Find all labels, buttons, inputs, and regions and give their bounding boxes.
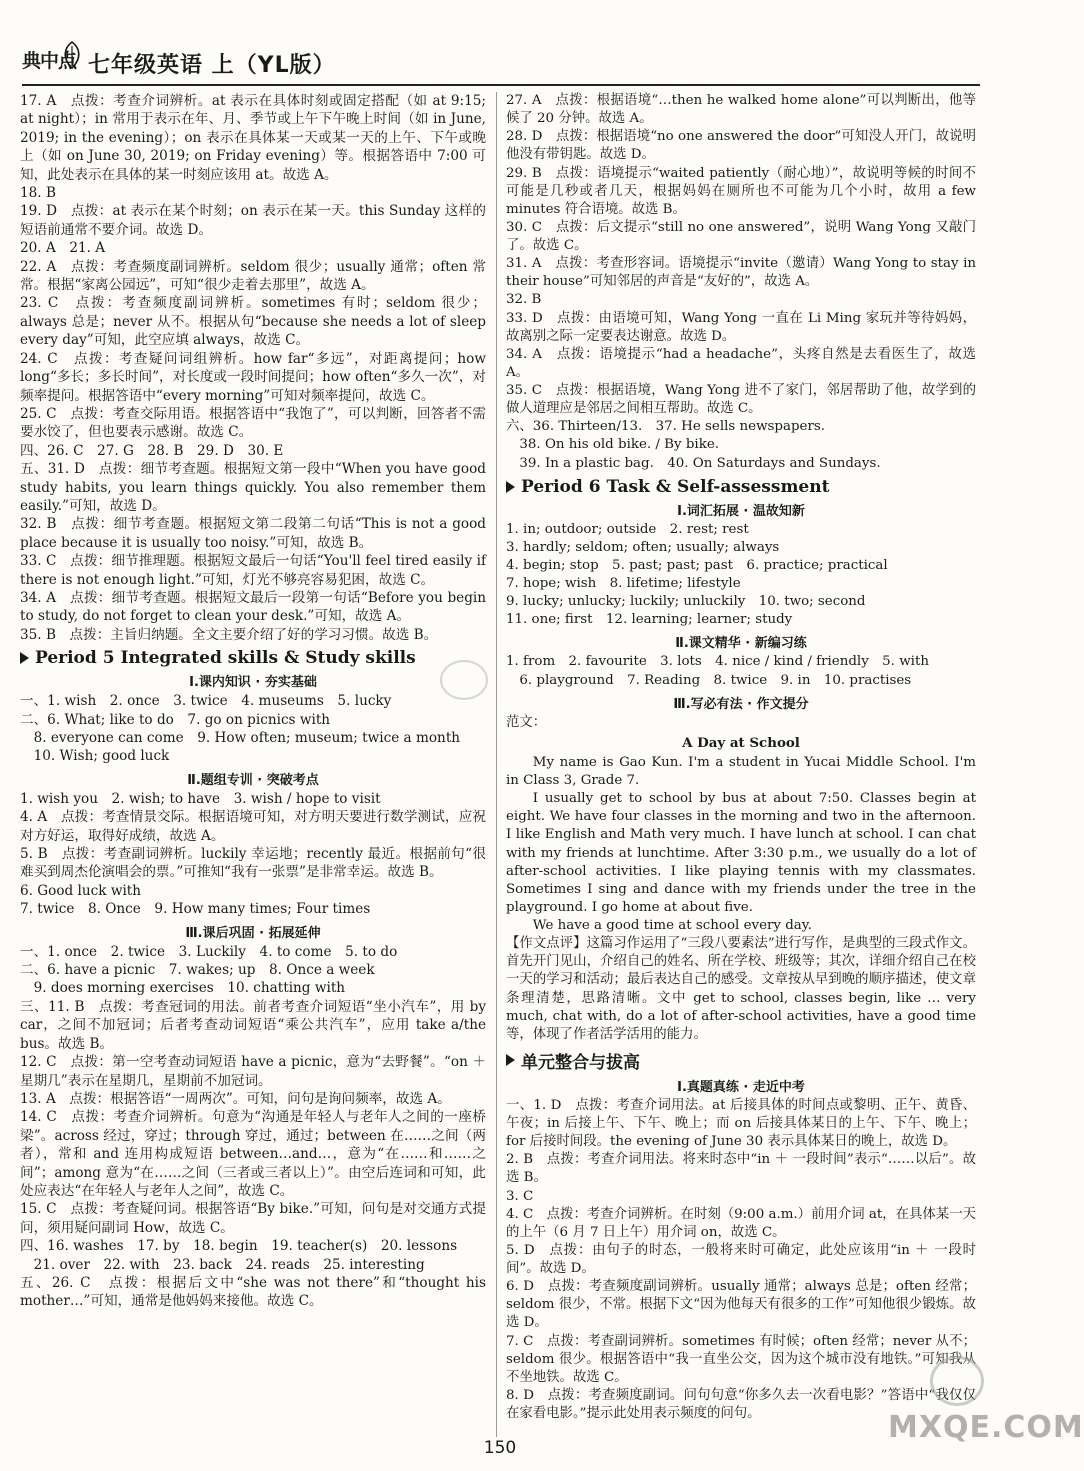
answer-line: 8. D 点拨：考查频度副词。问句句意“你多久去一次看电影？”答语中“我仅仅在家看电影。”提示此处用表示频度的问句。	[506, 1387, 976, 1421]
answer-line: 5. B 点拨：考查副词辨析。luckily 幸运地；recently 最近。根据前句“很难买到周杰伦演唱会的票。”可推知“我有一张票”是非常幸运。故选 B。	[20, 846, 486, 881]
subsection-heading: Ⅰ.真题真练 · 走近中考	[677, 1079, 805, 1095]
section-heading-text: 单元整合与拔高	[521, 1052, 640, 1073]
column-divider	[496, 92, 497, 1437]
section-heading	[506, 1048, 976, 1073]
answer-line: 6. playground 7. Reading 8. twice 9. in 10. practises	[506, 672, 912, 688]
answer-line: 17. A 点拨：考查介词辨析。at 表示在具体时刻或固定搭配（如 at 9:15; at night）；in 常用于表示在年、月、季节或上午下午晚上时间（如 in June, 2019; in the evening）；on 表示在具体某一天或某一天的上午、下午或晚上（如 on June 30, 2019; on Friday evening）等。根据答语中 7:00 可知，此处表示在具体的某一时刻应该用 at。故选 A。	[20, 93, 486, 183]
answer-line: 19. D 点拨：at 表示在某个时刻；on 表示在某一天。this Sunday 这样的短语前通常不要介词。故选 D。	[20, 203, 486, 238]
book-title: 七年级英语 上（YL版）	[88, 53, 336, 78]
answer-line: 22. A 点拨：考查频度副词辨析。seldom 很少；usually 通常；often 常常。根据“家离公园远”，可知“很少走着去那里”，故选 A。	[20, 258, 486, 294]
answer-line: 33. D 点拨：由语境可知，Wang Yong 一直在 Li Ming 家玩并等待妈妈，故离别之际一定要表达谢意。故选 D。	[506, 310, 976, 344]
answer-line: 2. B 点拨：考查介词用法。将来时态中“in ＋ 一段时间”表示“……以后”。故选 B。	[506, 1152, 976, 1186]
answer-line: 14. C 点拨：考查介词辨析。句意为“沟通是年轻人与老年人之间的一座桥梁”。across 经过，穿过；through 穿过，通过；between 在……之间（两者），常和 and 连用构成短语 between…and…，意为“在……和……之间”；among 意为“在……之间（三者或三者以上）”。由空后连词和可知，此处应表达“在年轻人与老年人之间”，故选 C。	[20, 1109, 486, 1199]
answer-line: 11. one; first 12. learning; learner; study	[506, 612, 793, 628]
subsection-heading: Ⅱ.课文精华 · 新编习练	[675, 636, 807, 652]
answer-line: 28. D 点拨：根据语境“no one answered the door”可知没人开门，故说明他没有带钥匙。故选 D。	[506, 129, 976, 163]
leaf-icon	[60, 40, 84, 70]
answer-line: 35. B 点拨：主旨归纳题。全文主要介绍了好的学习习惯。故选 B。	[20, 626, 438, 643]
page-header	[0, 0, 1000, 82]
answer-line: 29. B 点拨：语境提示“waited patiently（耐心地）”，故说明等候的时间不可能是几秒或者几天，根据妈妈在厕所也不可能为几个小时，故用 a few minutes 符合语境。故选 B。	[506, 165, 976, 217]
section-heading-text: Period 5 Integrated skills & Study skills	[35, 648, 416, 669]
answer-line: 1. from 2. favourite 3. lots 4. nice / kind / friendly 5. with	[506, 654, 929, 670]
logo-text: 典中点	[22, 50, 77, 72]
header-rule	[22, 84, 980, 86]
answer-line: 34. A 点拨：细节考查题。根据短文最后一段第一句话“Before you begin to study, do not forget to clean your desk.”可知，故选 A。	[20, 589, 486, 625]
answer-line: 一、1. once 2. twice 3. Luckily 4. to come 5. to do	[20, 943, 398, 960]
answer-line: 二、6. have a picnic 7. wakes; up 8. Once a week	[20, 962, 375, 979]
answer-line: 四、16. washes 17. by 18. begin 19. teacher(s) 20. lessons	[20, 1238, 458, 1255]
answer-line: 24. C 点拨：考查疑问词组辨析。how far“多远”，对距离提问；how long“多长；多长时间”，对长度或一段时间提问；how often“多久一次”，对频率提问。根据答语中“every morning”可知对频率提问，故选 C。	[20, 350, 487, 404]
answer-line: 3. C	[506, 1188, 534, 1204]
answer-line: 8. everyone can come 9. How often; museum; twice a month	[20, 730, 461, 746]
answer-line: 3. hardly; seldom; often; usually; always	[506, 539, 780, 555]
answer-line: 25. C 点拨：考查交际用语。根据答语中“我饱了”，可以判断，回答者不需要水饺了，但也要表示感谢。故选 C。	[20, 405, 486, 441]
answer-line: 27. A 点拨：根据语境“…then he walked home alone”可以判断出，他等候了 20 分钟。故选 A。	[506, 93, 976, 127]
essay-paragraph: I usually get to school by bus at about 7:50. Classes begin at eight. We have four classes in the morning and two in the afternoon. I like English and Math very much. I have lunch at school. I can chat with my friends at lunchtime. After 3:30 p.m., we usually do a lot of after-school activities. I like playing tennis with my classmates. Sometimes I sing and dance with my friends under the tree in the playground. I go home at about five.	[506, 791, 976, 915]
answer-line: 32. B 点拨：细节考查题。根据短文第二段第二句话“This is not a good place because it is usually too noisy.”可知，故选 B。	[20, 516, 486, 551]
answer-line: 39. In a plastic bag. 40. On Saturdays and Sundays.	[506, 455, 881, 471]
answer-line: 7. twice 8. Once 9. How many times; Four times	[20, 901, 371, 918]
section-heading	[20, 648, 486, 668]
stamp-watermark	[440, 660, 488, 700]
answer-line: 15. C 点拨：考查疑问词。根据答语“By bike.”可知，问句是对交通方式提问，须用疑问副词 How，故选 C。	[20, 1201, 486, 1236]
answer-line: 9. does morning exercises 10. chatting with	[20, 980, 346, 997]
watermark-logo-icon	[930, 1356, 984, 1406]
essay-paragraph: My name is Gao Kun. I'm a student in Yucai Middle School. I'm in Class 3, Grade 7.	[506, 754, 976, 788]
answer-line: 二、6. What; like to do 7. go on picnics with	[20, 711, 331, 728]
triangle-bullet-icon	[20, 652, 29, 664]
essay-paragraph: We have a good time at school every day.	[532, 918, 812, 933]
answer-line: 31. A 点拨：考查形容词。语境提示“invite（邀请）Wang Yong to stay in their house”可知邻居的声音是“友好的”，故选 A。	[506, 256, 976, 290]
essay-title: A Day at School	[682, 734, 800, 751]
answer-line: 9. lucky; unlucky; luckily; unluckily 10. two; second	[506, 594, 866, 610]
subsection-heading: Ⅲ.课后巩固 · 拓展延伸	[185, 925, 321, 941]
answer-line: 四、26. C 27. G 28. B 29. D 30. E	[20, 442, 284, 459]
triangle-bullet-icon	[506, 1054, 515, 1066]
answer-line: 五、26. C 点拨：根据后文中“she was not there”和“thought his mother…”可知，通常是他妈妈来接他。故选 C。	[20, 1274, 486, 1310]
watermark-text: MXQE.COM	[888, 1410, 1084, 1445]
answer-line: 六、36. Thirteen/13. 37. He sells newspapers.	[506, 419, 825, 435]
series-logo	[22, 40, 80, 74]
subsection-heading: Ⅲ.写必有法 · 作文提分	[673, 696, 809, 712]
answer-line: 12. C 点拨：第一空考查动词短语 have a picnic，意为“去野餐”。“on ＋ 星期几”表示在星期几，星期前不加冠词。	[20, 1054, 486, 1089]
answer-line: 5. D 点拨：由句子的时态，一般将来时可确定，此处应该用“in ＋ 一段时间”。故选 D。	[506, 1242, 976, 1276]
answer-line: 6. Good luck with	[20, 882, 142, 899]
subsection-heading: Ⅱ.题组专训 · 突破考点	[187, 772, 319, 788]
triangle-bullet-icon	[506, 481, 515, 493]
answer-line: 1. wish you 2. wish; to have 3. wish / hope to visit	[20, 790, 381, 807]
answer-line: 21. over 22. with 23. back 24. reads 25. interesting	[20, 1256, 425, 1273]
page-number: 150	[483, 1438, 517, 1458]
left-column	[20, 92, 486, 1311]
section-heading-text: Period 6 Task & Self-assessment	[521, 476, 830, 497]
answer-line: 23. C 点拨：考查频度副词辨析。sometimes 有时；seldom 很少；always 总是；never 从不。根据从句“because she needs a lot of sleep every day”可知，此空应填 always，故选 C。	[20, 295, 486, 349]
answer-line: 18. B	[20, 185, 56, 202]
answer-line: 20. A 21. A	[20, 240, 106, 257]
answer-line: 一、1. wish 2. once 3. twice 4. museums 5. lucky	[20, 693, 392, 710]
answer-line: 38. On his old bike. / By bike.	[506, 437, 719, 453]
answer-line: 4. A 点拨：考查情景交际。根据语境可知，对方明天要进行数学测试，应祝对方好运，取得好成绩，故选 A。	[20, 809, 486, 844]
answer-line: 6. D 点拨：考查频度副词辨析。usually 通常；always 总是；often 经常；seldom 很少，不常。根据下文“因为他每天有很多的工作”可知他很少锻炼。故选 D。	[506, 1279, 976, 1331]
answer-line: 32. B	[506, 292, 542, 308]
right-column	[506, 92, 976, 1423]
answer-line: 1. in; outdoor; outside 2. rest; rest	[506, 521, 749, 537]
answer-line: 10. Wish; good luck	[20, 748, 170, 765]
answer-line: 三、11. B 点拨：考查冠词的用法。前者考查介词短语“坐小汽车”，用 by car，之间不加冠词；后者考查动词短语“乘公共汽车”，应用 take a/the bus。故选 B。	[20, 998, 486, 1052]
answer-line: 7. hope; wish 8. lifetime; lifestyle	[506, 576, 741, 591]
answer-line: 五、31. D 点拨：细节考查题。根据短文第一段中“When you have good study habits, you learn things quickly. You also remember them easily.”可知，故选 D。	[20, 461, 486, 514]
subsection-heading: Ⅰ.词汇拓展 · 温故知新	[677, 503, 805, 519]
subsection-heading: Ⅰ.课内知识 · 夯实基础	[189, 675, 317, 691]
answer-line: 13. A 点拨：根据答语“一周两次”。可知，问句是询问频率，故选 A。	[20, 1090, 451, 1107]
answer-line: 【作文点评】这篇习作运用了“三段八要素法”进行写作，是典型的三段式作文。首先开门见山，介绍自己的姓名、所在学校、班级等；其次，详细介绍自己在校一天的学习和活动；最后表达自己的感受。文章按从早到晚的顺序描述，使文章条理清楚，思路清晰。文中 get to school, classes begin, like … very much, chat with, do a lot of after-school activities, have a good time 等，体现了作者活学活用的能力。	[506, 936, 976, 1042]
answer-line: 一、1. D 点拨：考查介词用法。at 后接具体的时间点或黎明、正午、黄昏、午夜；in 后接上午、下午、晚上；而 on 后接具体某日的上午、下午、晚上；for 后接时间段。the evening of June 30 表示具体某日的晚上，故选 D。	[506, 1097, 976, 1150]
answer-line: 35. C 点拨：根据语境，Wang Yong 进不了家门，邻居帮助了他，故学到的做人道理应是邻居之间相互帮助。故选 C。	[506, 383, 976, 417]
answer-line: 30. C 点拨：后文提示“still no one answered”，说明 Wang Yong 又敲门了。故选 C。	[506, 219, 976, 253]
answer-line: 4. C 点拨：考查介词辨析。在时刻（9:00 a.m.）前用介词 at，在具体某一天的上午（6 月 7 日上午）用介词 on，故选 C。	[506, 1206, 976, 1240]
answer-line: 34. A 点拨：语境提示“had a headache”，头疼自然是去看医生了，故选 A。	[506, 346, 976, 380]
answer-line: 范文：	[506, 714, 547, 730]
answer-line: 33. C 点拨：细节推理题。根据短文最后一句话“You'll feel tired easily if there is not enough light.”可知，灯光不够亮容易犯困，故选 C。	[20, 553, 486, 588]
answer-line: 7. C 点拨：考查副词辨析。sometimes 有时候；often 经常；never 从不；seldom 很少。根据答语中“我一直坐公交，因为这个城市没有地铁。”可知我从不坐地铁。故选 C。	[506, 1333, 976, 1385]
section-heading	[506, 477, 976, 497]
answer-line: 4. begin; stop 5. past; past; past 6. practice; practical	[506, 557, 888, 573]
